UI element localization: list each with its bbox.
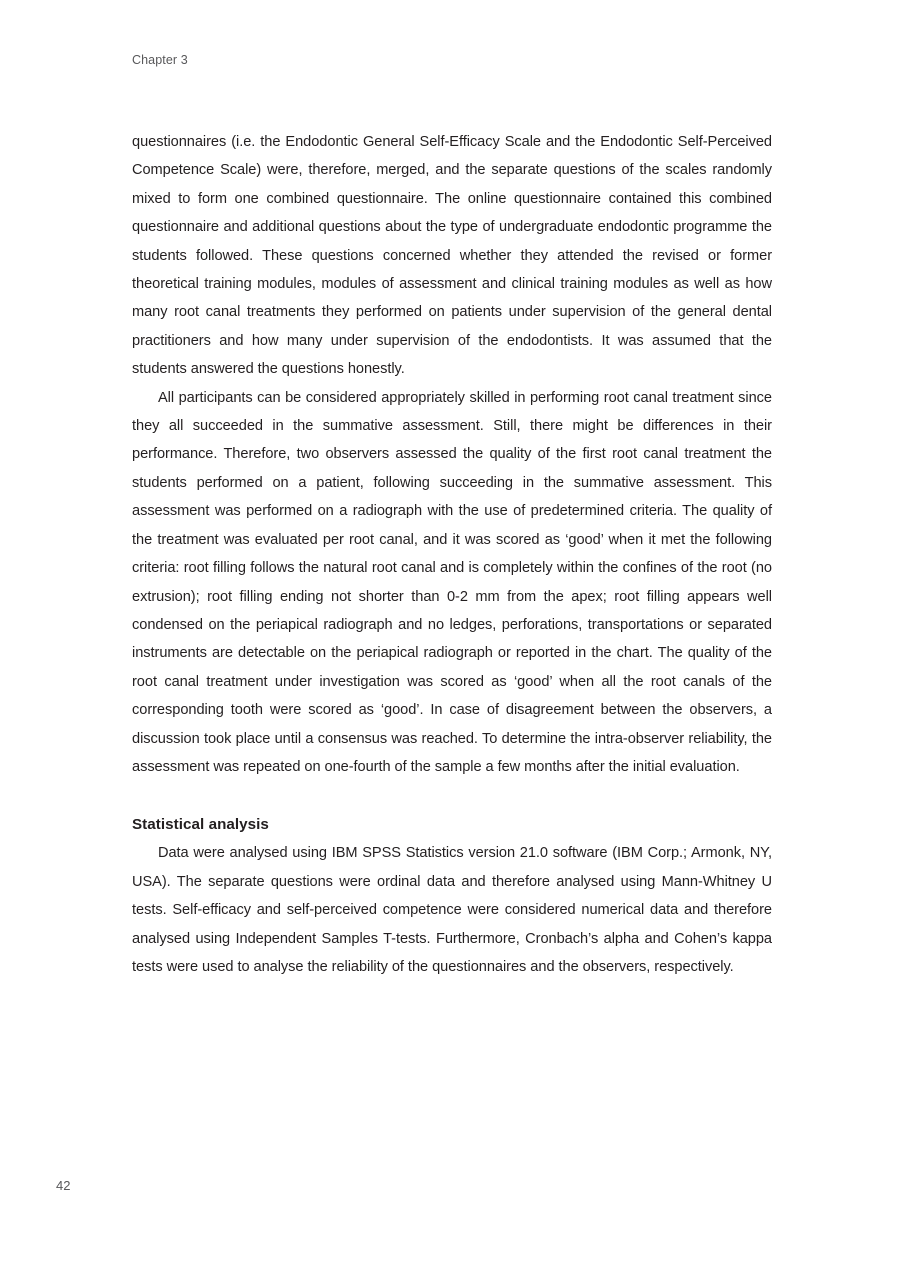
paragraph-2: All participants can be considered appropriately skilled in performing root canal treatment since they all succeeded in the summative assessment. Still, there might be differences in their performance. Therefore, two observers assessed the quality of the first root canal treatment the students performed on a patient, following succeeding in the summative assessment. This assessment was performed on a radiograph with the use of predetermined criteria. The quality of the treatment was evaluated per root canal, and it was scored as ‘good’ when it met the following criteria: root filling follows the natural root canal and is completely within the confines of the root (no extrusion); root filling ending not shorter than 0-2 mm from the apex; root filling appears well condensed on the periapical radiograph and no ledges, perforations, transportations or separated instruments are detectable on the periapical radiograph or reported in the chart. The quality of the root canal treatment under investigation was scored as ‘good’ when all the root canals of the corresponding tooth were scored as ‘good’. In case of disagreement between the observers, a discussion took place until a consensus was reached. To determine the intra-observer reliability, the assessment was repeated on one-fourth of the sample a few months after the initial evaluation. xyxy=(132,389,772,775)
page-number: 42 xyxy=(56,1178,71,1193)
paragraph-statistical-analysis: Data were analysed using IBM SPSS Statistics version 21.0 software (IBM Corp.; Armonk, NY, USA). The separate questions were ordinal data and therefore analysed using Mann-Whitney U tests. Self-efficacy and self-perceived competence were considered numerical data and therefore analysed using Independent Samples T-tests. Furthermore, Cronbach’s alpha and Cohen’s kappa tests were used to analyse the reliability of the questionnaires and the observers, respectively. xyxy=(132,845,772,975)
page-body xyxy=(132,128,772,981)
section-heading-statistical-analysis: Statistical analysis xyxy=(132,816,269,834)
paragraph-1: questionnaires (i.e. the Endodontic General Self-Efficacy Scale and the Endodontic Self-Perceived Competence Scale) were, therefore, merged, and the separate questions of the scales randomly mixed to form one combined questionnaire. The online questionnaire contained this combined questionnaire and additional questions about the type of undergraduate endodontic programme the students followed. These questions concerned whether they attended the revised or former theoretical training modules, modules of assessment and clinical training modules as well as how many root canal treatments they performed on patients under supervision of the general dental practitioners and how many under supervision of the endodontists. It was assumed that the students answered the questions honestly. xyxy=(132,134,772,378)
running-head: Chapter 3 xyxy=(132,53,188,67)
